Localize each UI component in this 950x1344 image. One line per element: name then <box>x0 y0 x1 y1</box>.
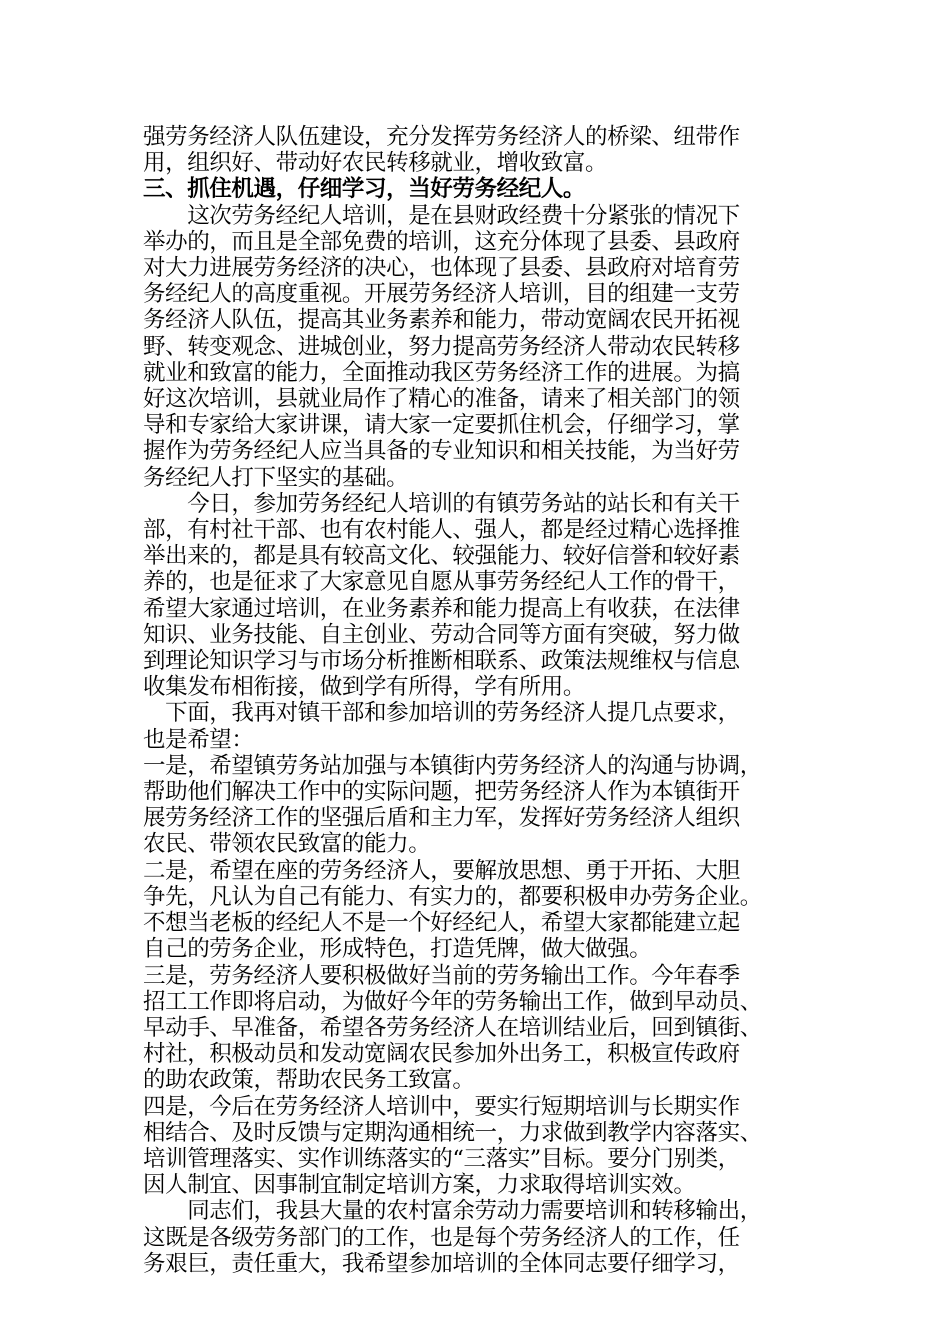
text-line: 收集发布相衔接，做到学有所得，学有所用。 <box>143 674 586 701</box>
text-line: 农民、带领农民致富的能力。 <box>143 831 431 858</box>
text-line: 早动手、早准备，希望各劳务经济人在培训结业后，回到镇街、 <box>143 1014 762 1041</box>
text-line: 导和专家给大家讲课，请大家一定要抓住机会，仔细学习，掌 <box>143 412 740 439</box>
section-heading: 三、抓住机遇，仔细学习，当好劳务经纪人。 <box>143 176 586 203</box>
text-line: 相结合、及时反馈与定期沟通相统一，力求做到教学内容落实、 <box>143 1119 762 1146</box>
text-line: 同志们，我县大量的农村富余劳动力需要培训和转移输出， <box>143 1198 762 1225</box>
text-line: 这既是各级劳务部门的工作，也是每个劳务经济人的工作，任 <box>143 1224 740 1251</box>
text-line: 强劳务经济人队伍建设，充分发挥劳务经济人的桥梁、纽带作 <box>143 124 740 150</box>
text-line: 不想当老板的经纪人不是一个好经纪人，希望大家都能建立起 <box>143 910 740 937</box>
text-line: 希望大家通过培训，在业务素养和能力提高上有收获，在法律 <box>143 595 740 622</box>
text-line: 一是，希望镇劳务站加强与本镇街内劳务经济人的沟通与协调， <box>143 752 762 779</box>
text-line: 四是，今后在劳务经济人培训中，要实行短期培训与长期实作 <box>143 1093 740 1120</box>
text-line: 今日，参加劳务经纪人培训的有镇劳务站的站长和有关干 <box>143 490 740 517</box>
text-line: 也是希望： <box>143 726 254 753</box>
text-line: 的助农政策，帮助农民务工致富。 <box>143 1067 475 1094</box>
text-line: 养的，也是征求了大家意见自愿从事劳务经纪人工作的骨干， <box>143 569 740 596</box>
text-line: 三是，劳务经济人要积极做好当前的劳务输出工作。今年春季 <box>143 962 740 989</box>
text-line: 务艰巨，责任重大，我希望参加培训的全体同志要仔细学习， <box>143 1250 740 1277</box>
text-line: 举办的，而且是全部免费的培训，这充分体现了县委、县政府 <box>143 228 740 255</box>
text-line: 村社，积极动员和发动宽阔农民参加外出务工，积极宣传政府 <box>143 1041 740 1068</box>
text-line: 招工工作即将启动，为做好今年的劳务输出工作，做到早动员、 <box>143 988 762 1015</box>
text-line: 培训管理落实、实作训练落实的“三落实”目标。要分门别类， <box>143 1145 740 1172</box>
text-line: 帮助他们解决工作中的实际问题，把劳务经济人作为本镇街开 <box>143 779 740 806</box>
text-line: 务经纪人的高度重视。开展劳务经济人培训，目的组建一支劳 <box>143 281 740 308</box>
text-line: 因人制宜、因事制宜制定培训方案，力求取得培训实效。 <box>143 1172 696 1199</box>
text-line: 展劳务经济工作的坚强后盾和主力军，发挥好劳务经济人组织 <box>143 805 740 832</box>
text-line: 好这次培训，县就业局作了精心的准备，请来了相关部门的领 <box>143 386 740 413</box>
text-line: 自己的劳务企业，形成特色，打造凭牌，做大做强。 <box>143 936 652 963</box>
text-line: 就业和致富的能力，全面推动我区劳务经济工作的进展。为搞 <box>143 359 740 386</box>
text-line: 部，有村社干部、也有农村能人、强人，都是经过精心选择推 <box>143 517 740 544</box>
document-body <box>143 124 808 1277</box>
text-line: 到理论知识学习与市场分析推断相联系、政策法规维权与信息 <box>143 648 740 675</box>
text-line: 务经纪人打下坚实的基础。 <box>143 464 409 491</box>
text-line: 下面，我再对镇干部和参加培训的劳务经济人提几点要求， <box>143 700 740 727</box>
text-line: 这次劳务经纪人培训，是在县财政经费十分紧张的情况下 <box>143 202 740 229</box>
text-line: 务经济人队伍，提高其业务素养和能力，带动宽阔农民开拓视 <box>143 307 740 334</box>
text-line: 对大力进展劳务经济的决心，也体现了县委、县政府对培育劳 <box>143 255 740 282</box>
text-line: 用，组织好、带动好农民转移就业，增收致富。 <box>143 150 608 177</box>
text-line: 知识、业务技能、自主创业、劳动合同等方面有突破，努力做 <box>143 621 740 648</box>
text-line: 握作为劳务经纪人应当具备的专业知识和相关技能，为当好劳 <box>143 438 740 465</box>
text-line: 野、转变观念、进城创业，努力提高劳务经济人带动农民转移 <box>143 333 740 360</box>
text-line: 二是，希望在座的劳务经济人，要解放思想、勇于开拓、大胆 <box>143 857 740 884</box>
text-line: 争先，凡认为自己有能力、有实力的，都要积极申办劳务企业。 <box>143 883 762 910</box>
text-line: 举出来的，都是具有较高文化、较强能力、较好信誉和较好素 <box>143 543 740 570</box>
